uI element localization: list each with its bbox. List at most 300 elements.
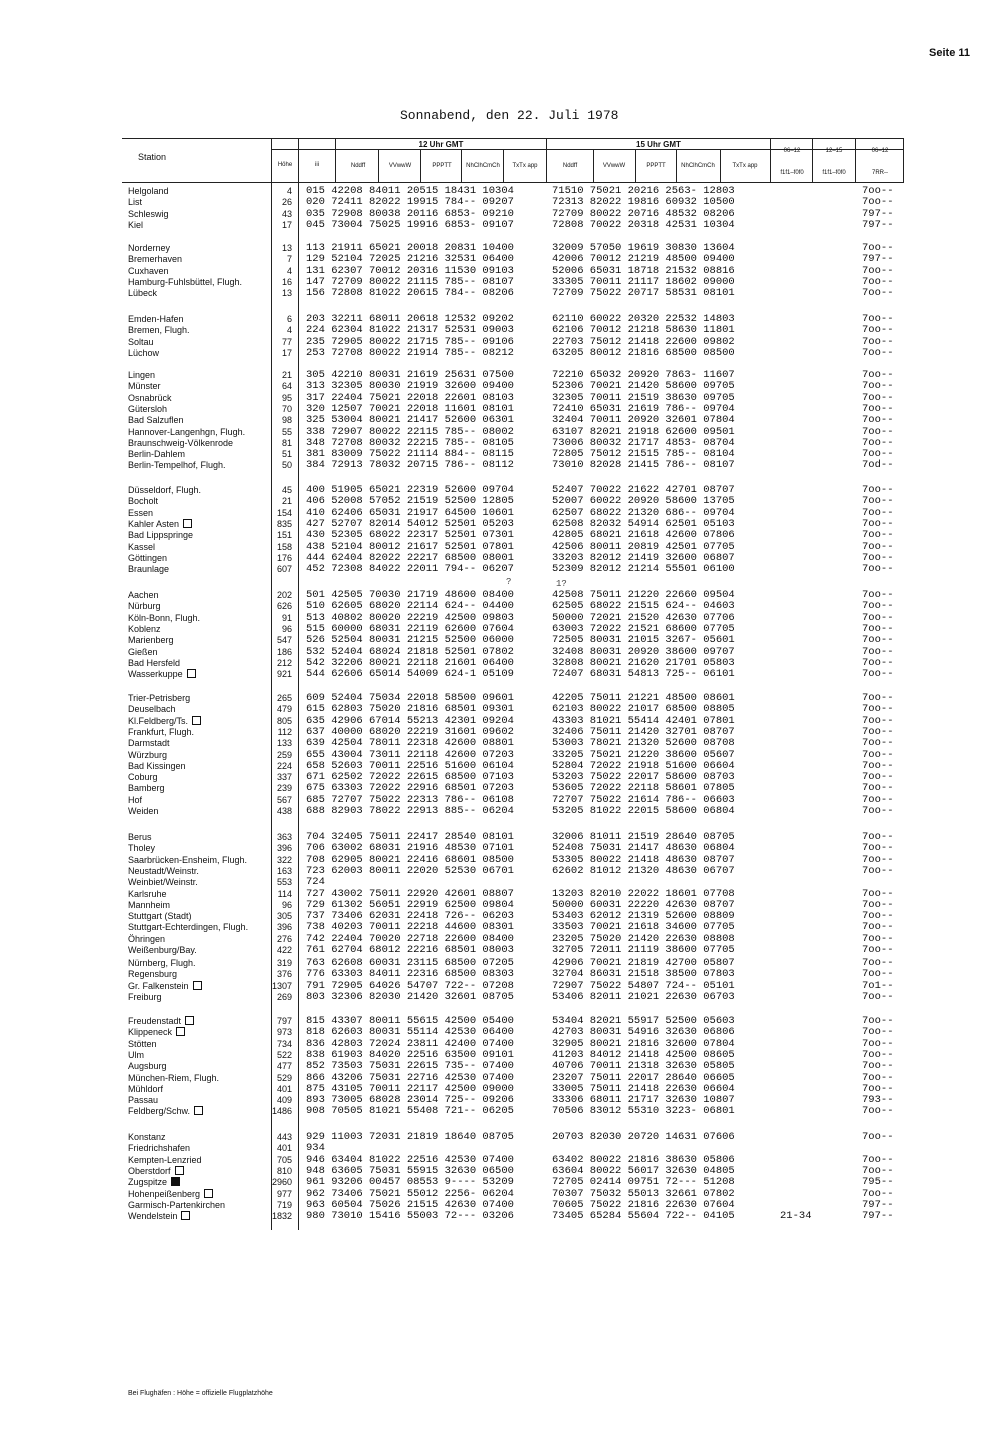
station-height: 547	[276, 635, 292, 646]
obs-12utc: 934	[306, 1142, 325, 1155]
obs-15utc: 42508 75011 21220 22660 09504	[552, 589, 735, 601]
obs-15utc: 23207 75011 22017 28640 06605	[552, 1071, 735, 1084]
station-name	[128, 992, 268, 1002]
station-height: 396	[276, 843, 292, 854]
sub3-header: 7RR--	[872, 170, 888, 176]
station-height: 55	[281, 426, 292, 437]
station-name	[128, 277, 268, 287]
station-label: Bad Kissingen	[128, 760, 186, 771]
obs-15utc: 72505 80031 21015 3267- 05601	[552, 634, 735, 647]
station-height: 376	[276, 969, 292, 980]
col12-txtx: TxTx app	[512, 163, 538, 169]
obs-15utc: 72709 80022 20716 48532 08206	[552, 207, 735, 220]
obs-12utc: 348 72708 80032 22215 785-- 08105	[306, 436, 514, 449]
station-height: 133	[276, 738, 292, 749]
range-06-12: 7oo--	[862, 506, 894, 519]
station-label: Koblenz	[128, 623, 161, 634]
station-label: Wasserkuppe	[128, 669, 183, 680]
obs-15utc: 70307 75032 55013 32661 07802	[552, 1187, 735, 1200]
station-height: 973	[276, 1027, 292, 1038]
station-height: 443	[276, 1132, 292, 1142]
obs-15utc: 72210 65032 20920 7863- 11607	[552, 369, 735, 381]
range-06-12: 7oo--	[862, 898, 894, 911]
station-height: 13	[281, 243, 292, 253]
range-06-12: 7oo--	[862, 645, 894, 658]
station-label: Nürburg	[128, 601, 161, 612]
obs-12utc: 430 52305 68022 22317 52501 07301	[306, 529, 514, 542]
station-height: 186	[276, 646, 292, 657]
station-name	[128, 1050, 268, 1060]
range-06-12: 7oo--	[862, 957, 894, 969]
station-name	[128, 288, 268, 298]
station-label: Soltau	[128, 336, 154, 347]
station-height: 734	[276, 1038, 292, 1049]
station-label: Regensburg	[128, 969, 178, 980]
station-name	[128, 761, 268, 771]
station-height: 114	[277, 888, 292, 899]
obs-15utc: 63205 80012 21816 68500 08500	[552, 346, 735, 359]
station-name	[128, 197, 268, 207]
station-height: 7	[286, 254, 292, 265]
station-label: Kassel	[128, 541, 156, 552]
obs-12utc: 708 62905 80021 22416 68601 08500	[306, 853, 514, 866]
obs-15utc: 53605 72022 22118 58601 07805	[552, 782, 735, 795]
obs-12utc: 020 72411 82022 19915 784-- 09207	[306, 196, 514, 209]
square-icon	[194, 1106, 203, 1115]
range-06-12: 7oo--	[862, 668, 894, 681]
station-height: 1307	[272, 980, 293, 991]
obs-12utc: 156 72808 81022 20615 784-- 08206	[306, 287, 514, 300]
station-label: Freiburg	[128, 991, 162, 1002]
obs-12utc: 513 40802 80020 22219 42500 09803	[306, 611, 514, 624]
obs-12utc: 723 62003 80011 22020 52530 06701	[306, 864, 514, 877]
obs-15utc: 20703 82030 20720 14631 07606	[552, 1131, 735, 1143]
station-label: Passau	[128, 1095, 159, 1106]
col15-clouds: NhClhCmCh	[681, 163, 715, 169]
range-06-12: 7oo--	[862, 1071, 894, 1084]
obs-15utc: 53406 82011 21021 22630 06703	[552, 990, 735, 1003]
obs-15utc: 52006 65031 18718 21532 08816	[552, 264, 735, 277]
station-label: Gießen	[128, 646, 158, 657]
station-height: 553	[276, 877, 292, 888]
station-name	[128, 564, 268, 574]
obs-12utc: 406 52008 57052 21519 52500 12805	[306, 495, 514, 508]
station-label: Frankfurt, Flugh.	[128, 726, 195, 737]
station-name	[128, 693, 268, 703]
obs-15utc: 42506 80011 20819 42501 07705	[552, 540, 735, 553]
obs-12utc: 526 52504 80031 21215 52500 06000	[306, 634, 514, 647]
range2-header: 12–15	[825, 148, 843, 154]
obs-15utc: 33503 70021 21618 34600 07705	[552, 921, 735, 934]
obs-12utc: 929 11003 72031 21819 18640 08705	[306, 1131, 514, 1143]
obs-15utc: 52408 75031 21417 48630 06804	[552, 842, 735, 855]
station-name	[128, 590, 268, 600]
obs-12utc: 962 73406 75021 55012 2256- 06204	[306, 1187, 514, 1200]
obs-15utc: 73405 65284 55604 722-- 04105	[552, 1210, 735, 1223]
station-height: 4	[286, 325, 292, 336]
obs-15utc: 62505 68022 21515 624-- 04603	[552, 600, 735, 613]
obs-12utc: 313 32305 80030 21919 32600 09400	[306, 380, 514, 393]
station-height: 6	[286, 314, 292, 324]
station-label: Garmisch-Partenkirchen	[128, 1199, 226, 1210]
range-06-12: 7od--	[862, 459, 894, 472]
obs-12utc: 320 12507 70021 22018 11601 08101	[306, 402, 514, 415]
station-label: Bad Hersfeld	[128, 657, 181, 668]
obs-12utc: 515 60000 68031 22119 62600 07604	[306, 622, 514, 635]
obs-12utc: 948 63605 75031 55915 32630 06500	[306, 1164, 514, 1177]
station-height: 322	[276, 854, 292, 865]
station-label: Lingen	[128, 370, 156, 380]
station-name	[128, 738, 268, 748]
range-06-12: 7oo--	[862, 196, 894, 209]
range-06-12: 7oo--	[862, 1060, 894, 1073]
station-height: 1832	[272, 1211, 293, 1222]
station-label: Düsseldorf, Flugh.	[128, 485, 202, 495]
station-name	[128, 553, 268, 563]
obs-15utc: 22703 75012 21418 22600 09802	[552, 335, 735, 348]
obs-12utc: 671 62502 72022 22615 68500 07103	[306, 771, 514, 784]
square-icon	[192, 716, 201, 725]
station-label: Braunschweig-Völkenrode	[128, 437, 234, 448]
range-06-12: 7o1--	[862, 979, 894, 992]
station-height: 567	[276, 794, 292, 805]
range-06-12: 7oo--	[862, 391, 894, 404]
station-label: Osnabrück	[128, 392, 172, 403]
station-name	[128, 635, 268, 645]
obs-15utc: 42703 80031 54916 32630 06806	[552, 1026, 735, 1039]
range-06-12: 7oo--	[862, 1105, 894, 1118]
station-height: 81	[281, 437, 292, 448]
station-label: Freudenstadt	[128, 1016, 182, 1026]
station-name	[128, 186, 268, 196]
station-height: 438	[276, 806, 292, 816]
obs-12utc: 444 62404 82022 22217 68500 08001	[306, 551, 514, 564]
obs-12utc: 637 40000 68020 22219 31601 09602	[306, 725, 514, 738]
col15-txtx: TxTx app	[732, 163, 758, 169]
obs-15utc: 53403 62012 21319 52600 08809	[552, 910, 735, 923]
obs-15utc: 42006 70012 21219 48500 09400	[552, 253, 735, 266]
station-height: 719	[276, 1199, 292, 1210]
station-label: Kahler Asten	[128, 518, 180, 529]
station-height: 337	[276, 772, 292, 783]
station-label: Berlin-Tempelhof, Flugh.	[128, 460, 226, 471]
obs-15utc: 42906 70021 21819 42700 05807	[552, 957, 735, 969]
station-label: Öhringen	[128, 933, 166, 944]
obs-15utc: 62508 82032 54914 62501 05103	[552, 517, 735, 530]
range-06-12: 7oo--	[862, 436, 894, 449]
station-label: Kl.Feldberg/Ts.	[128, 715, 189, 726]
range-06-12: 7oo--	[862, 1015, 894, 1027]
range-06-12: 7oo--	[862, 725, 894, 738]
station-label: Hamburg-Fuhlsbüttel, Flugh.	[128, 276, 243, 287]
range-06-12: 7oo--	[862, 622, 894, 635]
station-name	[128, 1177, 268, 1187]
obs-12utc: 609 52404 75034 22018 58500 09601	[306, 692, 514, 704]
station-name	[128, 704, 268, 714]
obs-15utc: 23205 75020 21420 22630 08808	[552, 932, 735, 945]
range-06-12: 7oo--	[862, 1131, 894, 1143]
obs-12utc: 542 32206 80021 22118 21601 06400	[306, 656, 514, 669]
station-label: Cuxhaven	[128, 265, 169, 276]
station-label: Coburg	[128, 772, 158, 783]
range-06-12: 7oo--	[862, 335, 894, 348]
range-06-12: 7oo--	[862, 425, 894, 438]
station-name	[128, 1143, 268, 1153]
station-height: 96	[281, 623, 292, 634]
station-name	[128, 783, 268, 793]
range-06-12: 7oo--	[862, 185, 894, 197]
obs-15utc: 32006 81011 21519 28640 08705	[552, 831, 735, 843]
station-name	[128, 772, 268, 782]
station-name	[128, 314, 268, 324]
range-06-12: 7oo--	[862, 589, 894, 601]
range-06-12: 7oo--	[862, 1082, 894, 1095]
station-name	[128, 496, 268, 506]
station-name	[128, 934, 268, 944]
obs-15utc: 33205 75021 21220 38600 05607	[552, 748, 735, 761]
station-label: Hannover-Langenhgn, Flugh.	[128, 426, 246, 437]
station-label: Darmstadt	[128, 738, 170, 749]
obs-12utc: 338 72907 80022 22115 785-- 08002	[306, 425, 514, 438]
station-name	[128, 415, 268, 425]
range-06-12: 7oo--	[862, 517, 894, 530]
filled-square-icon	[171, 1177, 180, 1186]
station-name	[128, 624, 268, 634]
station-name	[128, 460, 268, 470]
range-06-12: 7oo--	[862, 771, 894, 784]
obs-15utc: 62507 68022 21320 686-- 09704	[552, 506, 735, 519]
station-name	[128, 381, 268, 391]
range-06-12: 7oo--	[862, 563, 894, 576]
station-name	[128, 750, 268, 760]
station-label: Trier-Petrisberg	[128, 693, 191, 703]
obs-15utc: 32406 75011 21420 32701 08707	[552, 725, 735, 738]
obs-15utc: 70506 83012 55310 3223- 06801	[552, 1105, 735, 1118]
station-name	[128, 911, 268, 921]
obs-15utc: 40706 70011 21318 32630 05805	[552, 1060, 735, 1073]
station-height: 422	[276, 945, 292, 955]
iii-header: iii	[315, 162, 319, 168]
range-06-12: 7oo--	[862, 346, 894, 359]
obs-15utc: 53305 80022 21418 48630 08707	[552, 853, 735, 866]
range-06-12: 7oo--	[862, 748, 894, 761]
station-name	[128, 1166, 268, 1176]
station-label: Aachen	[128, 590, 159, 600]
range-06-12: 7oo--	[862, 242, 894, 254]
obs-15utc: 52804 72022 21918 51600 06604	[552, 759, 735, 772]
station-label: Hohenpeißenberg	[128, 1188, 201, 1199]
range-06-12: 797--	[862, 207, 894, 220]
station-height: 26	[281, 197, 292, 208]
station-height: 626	[276, 601, 292, 612]
obs-15utc: 50000 60031 22220 42630 08707	[552, 898, 735, 911]
obs-12utc: 893 73005 68028 23014 725-- 09206	[306, 1094, 514, 1107]
obs-12utc: 452 72308 84022 22011 794-- 06207	[306, 563, 514, 576]
obs-12utc: 325 53004 80021 21417 52600 06301	[306, 414, 514, 427]
range-06-12: 7oo--	[862, 275, 894, 288]
obs-12utc: 946 63404 81022 22516 42530 07400	[306, 1153, 514, 1166]
station-name	[128, 1189, 268, 1199]
station-height: 176	[276, 552, 292, 563]
col15-ppptt: PPPTT	[646, 163, 666, 169]
obs-15utc: 63003 72022 21521 68600 07705	[552, 622, 735, 635]
range-06-12: 7oo--	[862, 1037, 894, 1050]
station-label: Mannheim	[128, 899, 171, 910]
station-label: Gütersloh	[128, 403, 168, 414]
obs-12utc: 381 83009 75022 21114 884-- 08115	[306, 448, 514, 461]
station-name	[128, 727, 268, 737]
station-name	[128, 981, 268, 991]
square-icon	[181, 1211, 190, 1220]
station-name	[128, 1211, 268, 1221]
obs-15utc: 32305 70011 21519 38630 09705	[552, 391, 735, 404]
station-name	[128, 370, 268, 380]
station-label: Zugspitze	[128, 1177, 168, 1188]
station-label: Gr. Falkenstein	[128, 980, 189, 991]
station-height: 21	[281, 496, 292, 507]
range-06-12: 7oo--	[862, 793, 894, 806]
station-name	[128, 1039, 268, 1049]
obs-15utc: 52306 70021 21420 58600 09705	[552, 380, 735, 393]
range-06-12: 7oo--	[862, 600, 894, 613]
station-name	[128, 669, 268, 679]
obs-15utc: 72709 75022 20717 58531 08101	[552, 287, 735, 300]
station-label: Braunlage	[128, 564, 170, 575]
range-12-15: 21-34	[780, 1210, 812, 1223]
station-name	[128, 1200, 268, 1210]
obs-12utc: 410 62406 65031 21917 64500 10601	[306, 506, 514, 519]
station-height: 409	[276, 1095, 292, 1106]
range-06-12: 7oo--	[862, 1153, 894, 1166]
station-height: 17	[281, 347, 292, 358]
station-name	[128, 1155, 268, 1165]
obs-15utc: 72805 75012 21515 785-- 08104	[552, 448, 735, 461]
range-06-12: 7oo--	[862, 1164, 894, 1177]
station-label: Bad Salzuflen	[128, 415, 184, 426]
range-06-12: 7oo--	[862, 714, 894, 727]
station-name	[128, 843, 268, 853]
station-header: Station	[138, 152, 167, 162]
obs-12utc: 235 72905 80022 21715 785-- 09106	[306, 335, 514, 348]
gmt12-header: 12 Uhr GMT	[418, 140, 464, 149]
station-height: 21	[281, 370, 292, 380]
range-06-12: 7oo--	[862, 287, 894, 300]
station-height: 51	[281, 449, 292, 460]
obs-12utc: 836 42803 72024 23811 42400 07400	[306, 1037, 514, 1050]
station-label: Augsburg	[128, 1061, 167, 1072]
obs-15utc: 52309 82012 21214 55501 06100	[552, 563, 735, 576]
obs-15utc: 73006 80032 21717 4853- 08704	[552, 436, 735, 449]
station-label: Tholey	[128, 843, 156, 854]
square-icon	[176, 1027, 185, 1036]
col12-ppptt: PPPTT	[432, 163, 452, 169]
station-name	[128, 877, 268, 887]
obs-12utc: 658 52603 70011 22516 51600 06104	[306, 759, 514, 772]
station-label: Friedrichshafen	[128, 1143, 191, 1154]
obs-12utc: 776 63303 84011 22316 68500 08303	[306, 968, 514, 981]
station-height: 4	[286, 186, 292, 196]
range-06-12: 7oo--	[862, 529, 894, 542]
station-height: 16	[281, 276, 292, 287]
range-06-12: 7oo--	[862, 759, 894, 772]
station-name	[128, 438, 268, 448]
obs-15utc: 72705 02414 09751 72--- 51208	[552, 1176, 735, 1189]
station-name	[128, 1027, 268, 1037]
station-height: 921	[276, 669, 292, 680]
obs-15utc: 63107 82021 21918 62600 09501	[552, 425, 735, 438]
station-height: 810	[276, 1165, 292, 1176]
station-label: Lüchow	[128, 347, 160, 358]
obs-15utc: 52407 70022 21622 42701 08707	[552, 484, 735, 496]
obs-15utc: 62110 60022 20320 22532 14803	[552, 313, 735, 325]
obs-15utc: 33306 68011 21717 32630 10807	[552, 1094, 735, 1107]
range-06-12: 7oo--	[862, 540, 894, 553]
range-06-12: 7oo--	[862, 853, 894, 866]
range-06-12: 7oo--	[862, 921, 894, 934]
station-name	[128, 832, 268, 842]
range-06-12: 7oo--	[862, 737, 894, 750]
obs-12utc: 639 42504 78011 22318 42600 08801	[306, 737, 514, 750]
obs-12utc: 224 62304 81022 21317 52531 09003	[306, 324, 514, 337]
station-name	[128, 900, 268, 910]
station-height: 529	[276, 1072, 292, 1083]
station-label: Bamberg	[128, 783, 165, 794]
obs-15utc: 32704 86031 21518 38500 07803	[552, 968, 735, 981]
station-name	[128, 806, 268, 816]
station-label: Bocholt	[128, 496, 159, 507]
station-label: Karlsruhe	[128, 888, 167, 899]
obs-15utc: 52007 60022 20920 58600 13705	[552, 495, 735, 508]
range-06-12: 7oo--	[862, 448, 894, 461]
station-label: Konstanz	[128, 1132, 166, 1142]
range-06-12: 7oo--	[862, 634, 894, 647]
obs-12utc: 035 72908 80038 20116 6853- 09210	[306, 207, 514, 220]
obs-12utc: 763 62608 60031 23115 68500 07205	[306, 957, 514, 969]
station-label: Stuttgart (Stadt)	[128, 911, 192, 922]
obs-12utc: 203 32211 68011 20618 12532 09202	[306, 313, 514, 325]
station-height: 977	[276, 1188, 292, 1199]
station-name	[128, 209, 268, 219]
square-icon	[175, 1166, 184, 1175]
col12-nddff: Nddff	[350, 163, 366, 169]
station-height: 64	[281, 381, 292, 392]
range-06-12: 797--	[862, 253, 894, 266]
obs-15utc: 73010 82028 21415 786-- 08107	[552, 459, 735, 472]
obs-12utc: 724	[306, 876, 325, 889]
station-name	[128, 1095, 268, 1105]
obs-12utc: 015 42208 84011 20515 18431 10304	[306, 185, 514, 197]
range-06-12: 7oo--	[862, 484, 894, 496]
range-06-12: 7oo--	[862, 831, 894, 843]
station-name	[128, 348, 268, 358]
station-name	[128, 1073, 268, 1083]
station-height: 522	[276, 1049, 292, 1060]
range-06-12: 7oo--	[862, 805, 894, 817]
station-name	[128, 866, 268, 876]
col12-clouds: NhClhCmCh	[466, 163, 500, 169]
range-06-12: 7oo--	[862, 932, 894, 945]
obs-15utc: 62602 81012 21320 48630 06707	[552, 864, 735, 877]
square-icon	[185, 1016, 194, 1025]
obs-12utc: 675 63303 72022 22916 68501 07203	[306, 782, 514, 795]
range-06-12: 7oo--	[862, 887, 894, 900]
station-label: Bremen, Flugh.	[128, 325, 190, 336]
range-06-12: 7oo--	[862, 692, 894, 704]
station-name	[128, 325, 268, 335]
station-name	[128, 855, 268, 865]
obs-15utc: 53003 78021 21320 52600 08708	[552, 737, 735, 750]
obs-12utc: 742 22404 70020 22718 22600 08400	[306, 932, 514, 945]
